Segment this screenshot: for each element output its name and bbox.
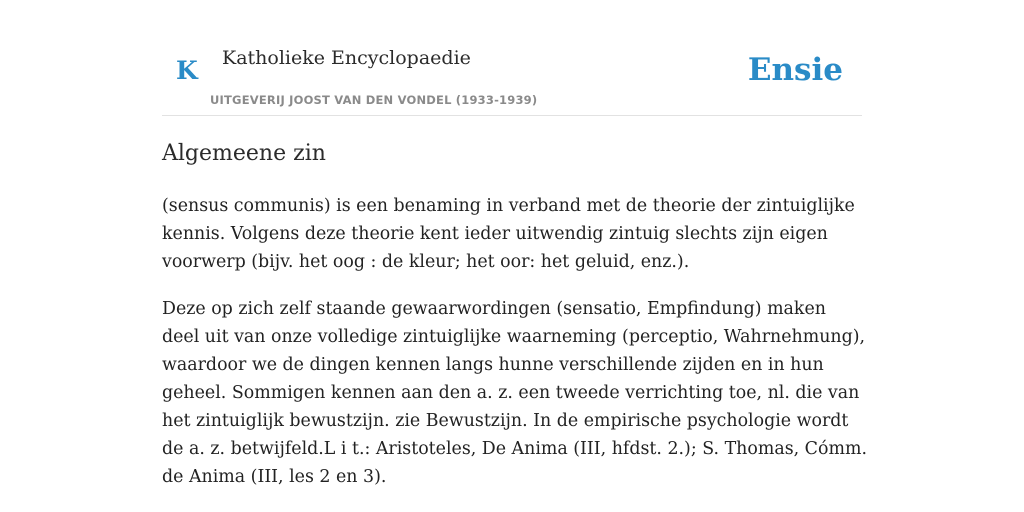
brand-logo[interactable]: Ensie xyxy=(747,52,843,88)
article xyxy=(162,138,867,491)
site-title[interactable]: Katholieke Encyclopaedie xyxy=(222,47,471,69)
article-title: Algemeene zin xyxy=(162,141,326,166)
article-paragraph: (sensus communis) is een benaming in verband met de theorie der zintuiglijke kennis. Volgens deze theorie kent ieder uitwendig zintuig slechts zijn eigen voorwerp (bijv. het oog : de kleur; het oor: het geluid, enz.). xyxy=(162,196,855,272)
logo-icon[interactable]: K xyxy=(176,56,198,85)
article-paragraph: Deze op zich zelf staande gewaarwordingen (sensatio, Empfindung) maken deel uit van onze volledige zintuiglijke waarneming (perceptio, Wahrnehmung), waardoor we de dingen kennen langs hunne verschillende zijden en in hun geheel. Sommigen kennen aan den a. z. een tweede verrichting toe, nl. die van het zintuiglijk bewustzijn. zie Bewustzijn. In de empirische psychologie wordt de a. z. betwijfeld.L i t.: Aristoteles, De Anima (III, hfdst. 2.); S. Thomas, Cómm. de Anima (III, les 2 en 3). xyxy=(162,299,867,487)
publisher-label: UITGEVERIJ JOOST VAN DEN VONDEL (1933-1939) xyxy=(210,93,538,107)
site-header xyxy=(162,30,862,116)
